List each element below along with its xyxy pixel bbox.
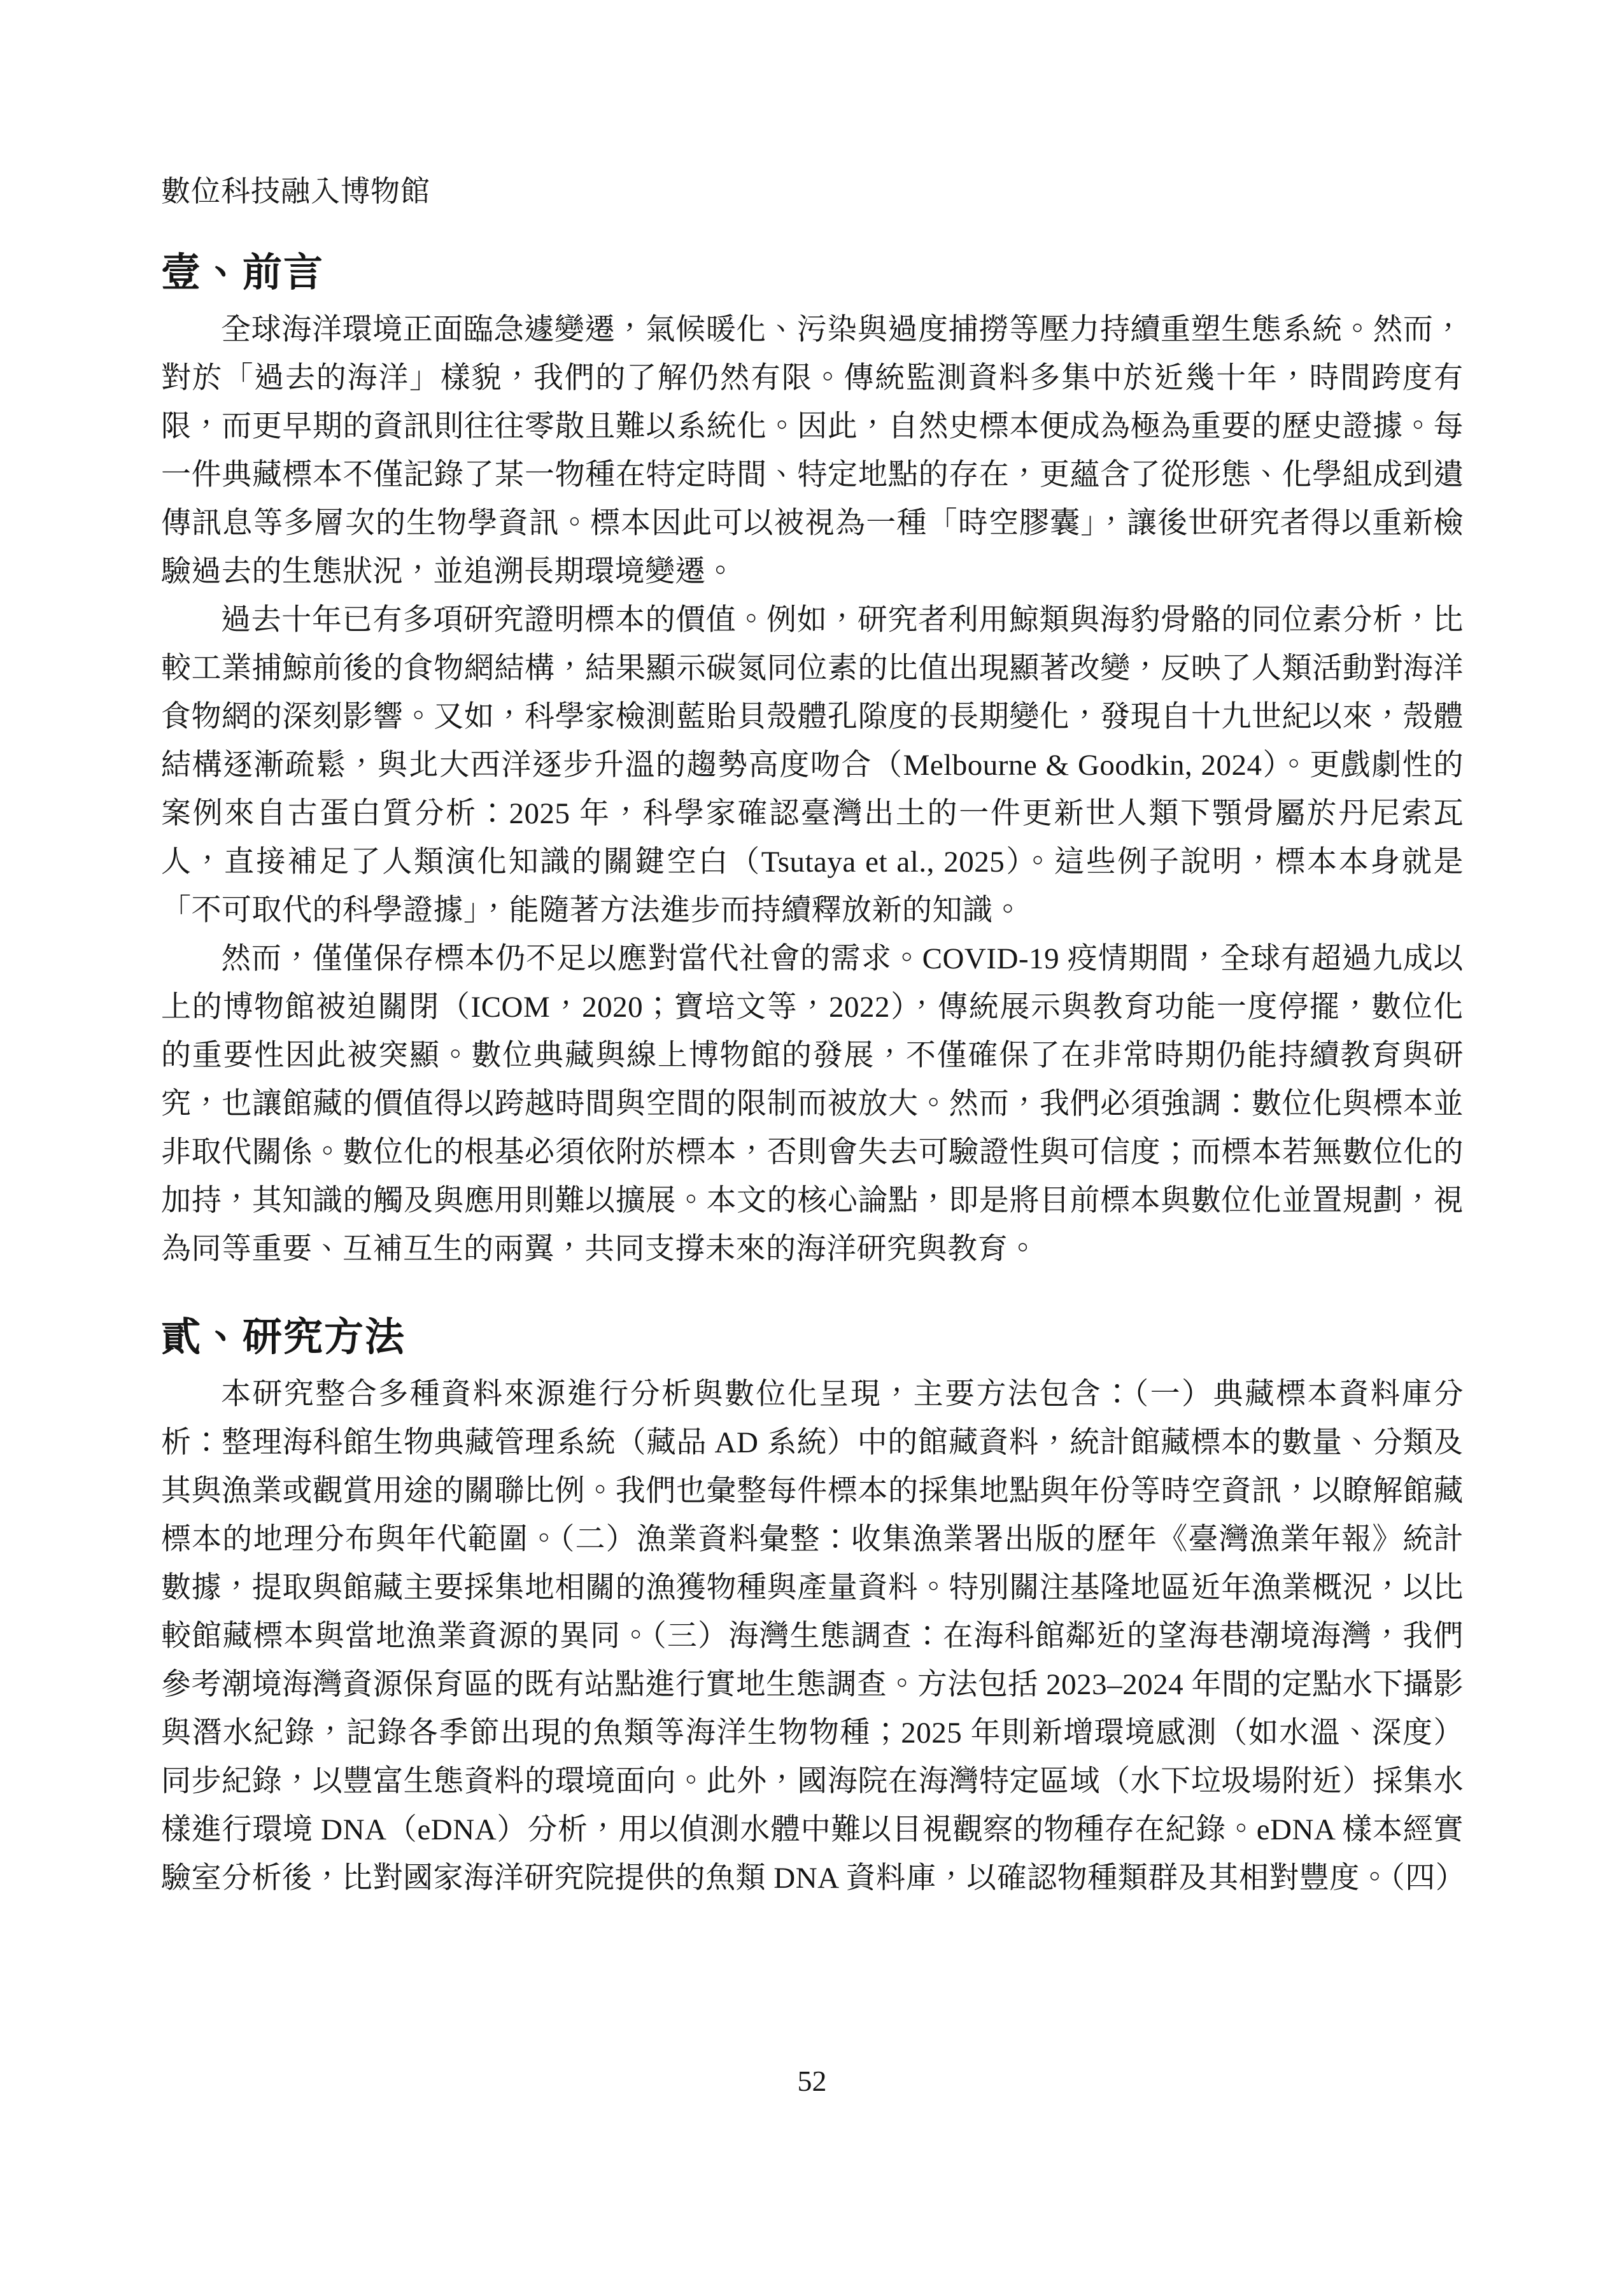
page-number: 52 (797, 2065, 827, 2097)
section-heading-introduction: 壹、前言 (161, 251, 325, 295)
paragraph-intro-2: 過去十年已有多項研究證明標本的價值。例如，研究者利用鯨類與海豹骨骼的同位素分析，比較工業捕鯨前後的食物網結構，結果顯示碳氮同位素的比值出現顯著改變，反映了人類活動對海洋食物網的深刻影響。又如，科學家檢測藍貽貝殼體孔隙度的長期變化，發現自十九世紀以來，殼體結構逐漸疏鬆，與北大西洋逐步升溫的趨勢高度吻合（Melbourne & Goodkin, 2024）。更戲劇性的案例來自古蛋白質分析：2025 年，科學家確認臺灣出土的一件更新世人類下顎骨屬於丹尼索瓦人，直接補足了人類演化知識的關鍵空白（Tsutaya et al., 2025）。這些例子說明，標本本身就是「不可取代的科學證據」，能隨著方法進步而持續釋放新的知識。 (161, 604, 1464, 927)
section-heading-methods: 貳、研究方法 (161, 1316, 406, 1359)
paragraph-intro-1: 全球海洋環境正面臨急遽變遷，氣候暖化、污染與過度捕撈等壓力持續重塑生態系統。然而，對於「過去的海洋」樣貌，我們的了解仍然有限。傳統監測資料多集中於近幾十年，時間跨度有限，而更早期的資訊則往往零散且難以系統化。因此，自然史標本便成為極為重要的歷史證據。每一件典藏標本不僅記錄了某一物種在特定時間、特定地點的存在，更蘊含了從形態、化學組成到遺傳訊息等多層次的生物學資訊。標本因此可以被視為一種「時空膠囊」，讓後世研究者得以重新檢驗過去的生態狀況，並追溯長期環境變遷。 (161, 313, 1464, 588)
page-content (161, 0, 1464, 1902)
paragraph-methods-1: 本研究整合多種資料來源進行分析與數位化呈現，主要方法包含：（一）典藏標本資料庫分析：整理海科館生物典藏管理系統（藏品 AD 系統）中的館藏資料，統計館藏標本的數量、分類及其與漁業或觀賞用途的關聯比例。我們也彙整每件標本的採集地點與年份等時空資訊，以瞭解館藏標本的地理分布與年代範圍。（二）漁業資料彙整：收集漁業署出版的歷年《臺灣漁業年報》統計數據，提取與館藏主要採集地相關的漁獲物種與產量資料。特別關注基隆地區近年漁業概況，以比較館藏標本與當地漁業資源的異同。（三）海灣生態調查：在海科館鄰近的望海巷潮境海灣，我們參考潮境海灣資源保育區的既有站點進行實地生態調查。方法包括 2023–2024 年間的定點水下攝影與潛水紀錄，記錄各季節出現的魚類等海洋生物物種；2025 年則新增環境感測（如水溫、深度）同步紀錄，以豐富生態資料的環境面向。此外，國海院在海灣特定區域（水下垃圾場附近）採集水樣進行環境 DNA（eDNA）分析，用以偵測水體中難以目視觀察的物種存在紀錄。eDNA 樣本經實驗室分析後，比對國家海洋研究院提供的魚類 DNA 資料庫，以確認物種類群及其相對豐度。（四） (161, 1378, 1466, 1895)
paragraph-intro-3: 然而，僅僅保存標本仍不足以應對當代社會的需求。COVID-19 疫情期間，全球有超過九成以上的博物館被迫關閉（ICOM，2020；寶培文等，2022），傳統展示與教育功能一度停擺，數位化的重要性因此被突顯。數位典藏與線上博物館的發展，不僅確保了在非常時期仍能持續教育與研究，也讓館藏的價值得以跨越時間與空間的限制而被放大。然而，我們必須強調：數位化與標本並非取代關係。數位化的根基必須依附於標本，否則會失去可驗證性與可信度；而標本若無數位化的加持，其知識的觸及與應用則難以擴展。本文的核心論點，即是將目前標本與數位化並置規劃，視為同等重要、互補互生的兩翼，共同支撐未來的海洋研究與教育。 (161, 942, 1464, 1266)
running-head: 數位科技融入博物館 (161, 175, 430, 208)
